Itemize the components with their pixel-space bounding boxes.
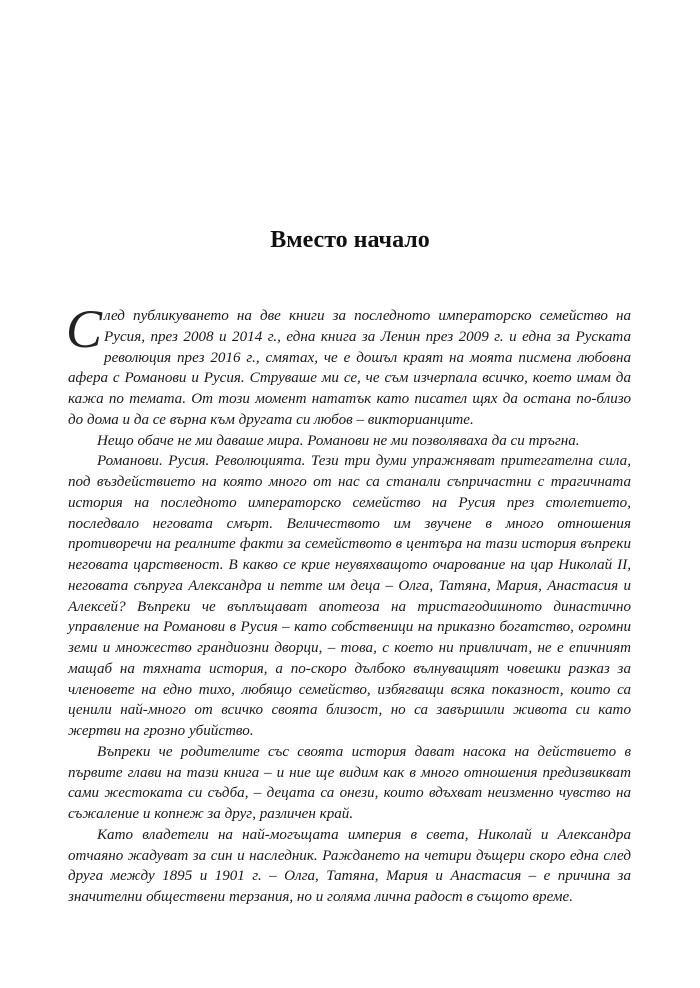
drop-cap-letter: С	[66, 299, 103, 359]
paragraph-4: Въпреки че родителите със своята история дават насока на действието в първите глави на тази книга – и ние ще видим как в много отношения предизвикват сами жестоката си съдба, – децата са онези, които вдъхват неизменно чувство на съжаление и копнеж за друг, различен край.	[68, 743, 631, 822]
paragraph-1	[66, 299, 631, 431]
paragraph-2: Нещо обаче не ми даваше мира. Романови не ми позволяваха да си тръгна.	[97, 432, 580, 449]
chapter-title: Вместо начало	[270, 227, 430, 253]
paragraph-3: Романови. Русия. Революцията. Тези три думи упражняват притегателна сила, под въздействието на която много от нас са станали съпричастни с трагичната история на последното императорско семейство на Русия през столетието, последвало неговата смърт. Величеството им звучене в много отношения противоречи на реалните факти за семейството в центъра на тази история въпреки неговата царственост. В какво се крие неувяхващото очарование на цар Николай II, неговата съпруга Александра и петте им деца – Олга, Татяна, Мария, Анастасия и Алексей? Въпреки че въплъщават апотеоза на тристагодишното династично управление на Романови в Русия – като собственици на приказно богатство, огромни земи и множество грандиозни дворци, – това, с което ни привличат, не е епичният мащаб на тяхната история, а по-скоро дълбоко вълнуващият човешки разказ за членовете на едно тихо, любящо семейство, избягващи всяка показност, които са ценили най-много от всичко своята близост, но са завършили живота си като жертви на грозно убийство.	[68, 453, 631, 739]
chapter-body	[66, 299, 631, 908]
paragraph-5: Като владетели на най-могъщата империя в света, Николай и Александра отчаяно жадуват за син и наследник. Раждането на четири дъщери скоро една след друга между 1895 и 1901 г. – Олга, Татяна, Мария и Анастасия – е причина за значителни обществени терзания, но и голяма лична радост в същото време.	[68, 826, 631, 905]
paragraph-1-text: лед публикуването на две книги за последното императорско семейство на Русия, през 2008 и 2014 г., една книга за Ленин през 2009 г. и една за Руската революция през 2016 г., смятах, че е дошъл краят на моята писмена любовна афера с Романови и Русия. Струваше ми се, че съм изчерпала всичко, което имам да кажа по темата. От този момент нататък като писател щях да остана по-близо до дома и да се върна към другата си любов – викторианците.	[68, 308, 631, 428]
